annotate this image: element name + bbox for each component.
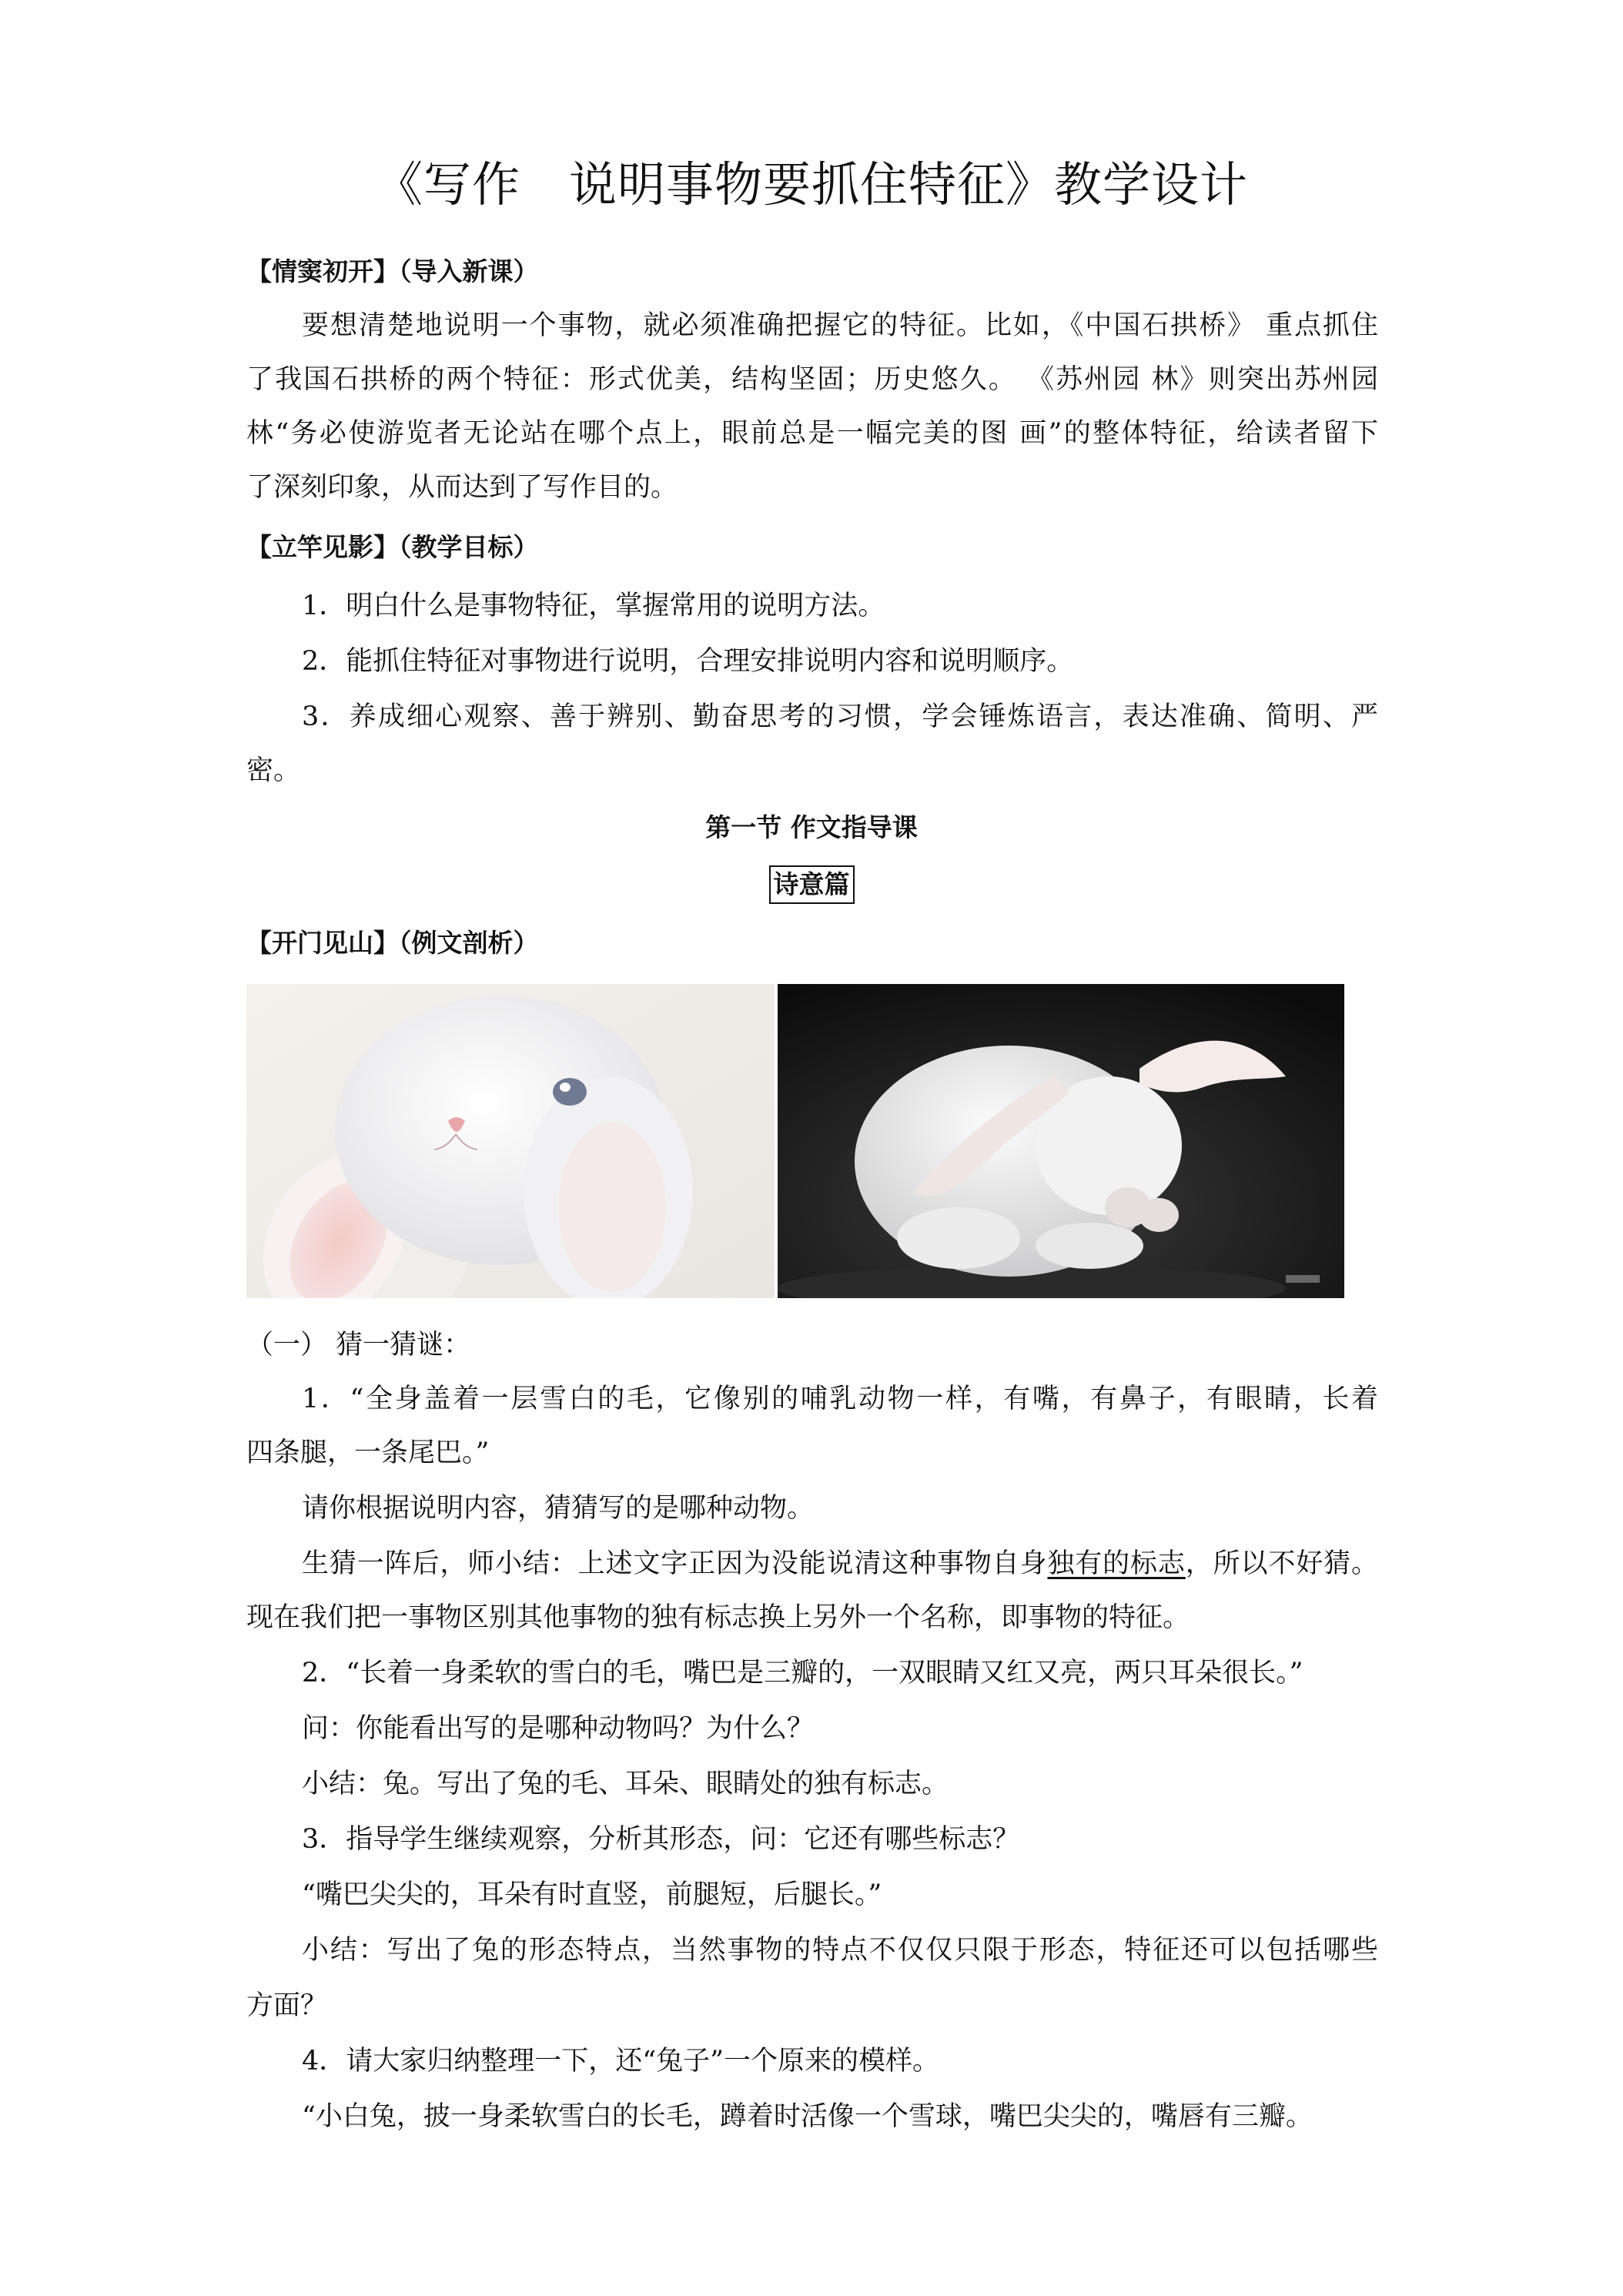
- step-4: 4．请大家归纳整理一下，还“兔子”一个原来的模样。: [302, 2046, 940, 2077]
- riddle-1-line-1: 1．“全身盖着一层雪白的毛，它像别的哺乳动物一样，有嘴，有鼻子，有眼睛，长着: [302, 1384, 1378, 1414]
- question-2: 问：你能看出写的是哪种动物吗？为什么？: [302, 1713, 815, 1744]
- section-heading-intro: 【情窦初开】（导入新课）: [246, 256, 539, 286]
- summary-1-pre: 生猜一阵后，师小结：上述文字正因为没能说清这种事物自身: [302, 1548, 1048, 1579]
- summary-3-line-2: 方面？: [246, 1990, 328, 2021]
- riddle-heading: （一） 猜一猜谜：: [246, 1330, 471, 1361]
- goal-item-3-continued: 密。: [246, 755, 301, 786]
- intro-paragraph-line-2: 了我国石拱桥的两个特征：形式优美，结构坚固；历史悠久。 《苏州园 林》则突出苏州园: [246, 364, 1378, 395]
- summary-1-line-2: 现在我们把一事物区别其他事物的独有标志换上另外一个名称，即事物的特征。: [246, 1602, 1190, 1633]
- rabbit-dark-background-image: [778, 984, 1344, 1298]
- step-3: 3．指导学生继续观察，分析其形态，问：它还有哪些标志？: [302, 1824, 1020, 1855]
- rabbit-photo-left: [246, 984, 775, 1298]
- rabbit-closeup-image: [246, 984, 775, 1298]
- intro-paragraph-line-4: 了深刻印象，从而达到了写作目的。: [246, 472, 678, 503]
- quote-4: “小白兔，披一身柔软雪白的长毛，蹲着时活像一个雪球，嘴巴尖尖的，嘴唇有三瓣。: [302, 2101, 1313, 2132]
- rabbit-photo-right: [778, 984, 1344, 1298]
- riddle-prompt: 请你根据说明内容，猜猜写的是哪种动物。: [302, 1493, 815, 1524]
- quote-3: “嘴巴尖尖的，耳朵有时直竖，前腿短，后腿长。”: [302, 1879, 882, 1910]
- section-heading-goals: 【立竿见影】（教学目标）: [246, 532, 539, 562]
- lesson-heading: 第一节 作文指导课: [705, 812, 918, 842]
- boxed-label-wrapper: [0, 865, 1623, 904]
- summary-1-underlined: 独有的标志: [1047, 1548, 1186, 1579]
- intro-paragraph-line-1: 要想清楚地说明一个事物，就必须准确把握它的特征。比如，《中国石拱桥》 重点抓住: [302, 310, 1378, 341]
- goal-item-1: 1．明白什么是事物特征，掌握常用的说明方法。: [302, 591, 885, 621]
- summary-3-line-1: 小结：写出了兔的形态特点，当然事物的特点不仅仅只限于形态，特征还可以包括哪些: [302, 1935, 1378, 1966]
- intro-paragraph-line-3: 林“务必使游览者无论站在哪个点上，眼前总是一幅完美的图 画”的整体特征，给读者留下: [246, 418, 1378, 449]
- riddle-1-line-2: 四条腿，一条尾巴。”: [246, 1438, 490, 1468]
- boxed-label: 诗意篇: [769, 865, 855, 904]
- goal-item-2: 2．能抓住特征对事物进行说明，合理安排说明内容和说明顺序。: [302, 646, 1074, 677]
- summary-1-line-1: [302, 1545, 1378, 1583]
- summary-1-post: ，所以不好猜。: [1185, 1548, 1378, 1579]
- goal-item-3: 3．养成细心观察、善于辨别、勤奋思考的习惯，学会锤炼语言，表达准确、简明、严: [302, 701, 1378, 732]
- page-title: 《写作 说明事物要抓住特征》教学设计: [374, 156, 1248, 213]
- riddle-2: 2．“长着一身柔软的雪白的毛，嘴巴是三瓣的，一双眼睛又红又亮，两只耳朵很长。”: [302, 1658, 1303, 1689]
- summary-2: 小结：兔。写出了兔的毛、耳朵、眼睛处的独有标志。: [302, 1769, 949, 1799]
- section-heading-example: 【开门见山】（例文剖析）: [246, 928, 539, 958]
